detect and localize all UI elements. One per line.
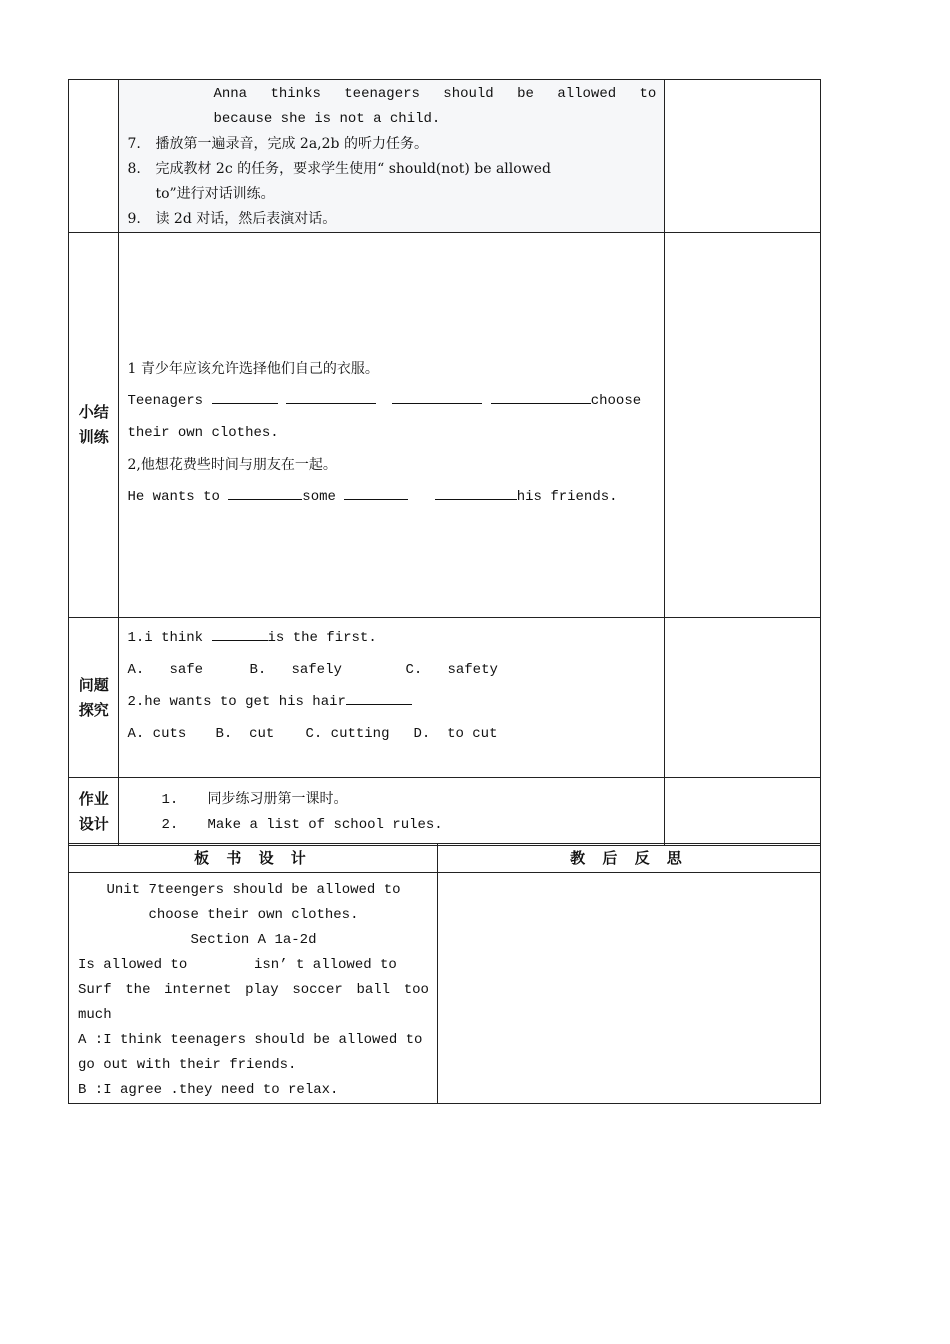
anna-line: Anna thinks teenagers should be allowed to [213,86,657,102]
board-dialog-a1: A :I think teenagers should be allowed to [78,1032,423,1048]
summary-q2-cn: 2,他想花费些时间与朋友在一起。 [127,457,337,473]
step-7: 7. 播放第一遍录音，完成 2a,2b 的听力任务。 [127,136,428,152]
board-title-2: choose their own clothes. [148,907,359,923]
board-table [68,843,821,1104]
board-content [69,873,438,1104]
homework-label: 作业 设计 [69,778,119,846]
step-8: 8. 完成教材 2c 的任务，要求学生使用“ should(not) be allowed [127,161,551,177]
inquiry-q1-options: A. safe B. safely C. safety [127,662,498,678]
summary-q1-line2: their own clothes. [127,425,279,441]
board-title-3: Section A 1a-2d [190,932,317,948]
board-dialog-b: B :I agree .they need to relax. [78,1082,339,1098]
summary-label: 小结 训练 [69,233,119,618]
board-columns: Is allowed to isn’ t allowed to [78,957,397,973]
summary-notes [665,233,821,618]
step-9: 9. 读 2d 对话，然后表演对话。 [127,211,337,227]
lesson-table [68,79,821,846]
summary-q1-cn: 1 青少年应该允许选择他们自己的衣服。 [127,361,379,377]
summary-q1: Teenagers choose [127,385,656,417]
step-8-cont: to”进行对话训练。 [155,186,275,202]
board-row-2: Surf the internet play soccer ball too [78,982,429,998]
summary-q2: He wants to some his friends. [127,481,656,513]
top-label-cell [69,80,119,233]
inquiry-q2-options: A. cuts B. cut C. cutting D. to cut [127,726,498,742]
homework-content [119,778,665,846]
reflection-header: 教 后 反 思 [437,844,820,873]
homework-item-2: 2. Make a list of school rules. [161,817,443,833]
board-dialog-a2: go out with their friends. [78,1057,297,1073]
board-title-1: Unit 7teengers should be allowed to [106,882,401,898]
board-row-2-cont: much [78,1007,112,1023]
reflection-content [437,873,820,1104]
homework-item-1: 1. 同步练习册第一课时。 [161,791,348,808]
inquiry-q2: 2.he wants to get his hair [127,686,656,718]
homework-notes [665,778,821,846]
summary-content [119,233,665,618]
inquiry-q1: 1.i think is the first. [127,622,656,654]
inquiry-notes [665,618,821,778]
board-header: 板 书 设 计 [69,844,438,873]
inquiry-content [119,618,665,778]
anna-line-2: because she is not a child. [213,111,441,127]
top-content-cell [119,80,665,233]
top-notes-cell [665,80,821,233]
inquiry-label: 问题 探究 [69,618,119,778]
